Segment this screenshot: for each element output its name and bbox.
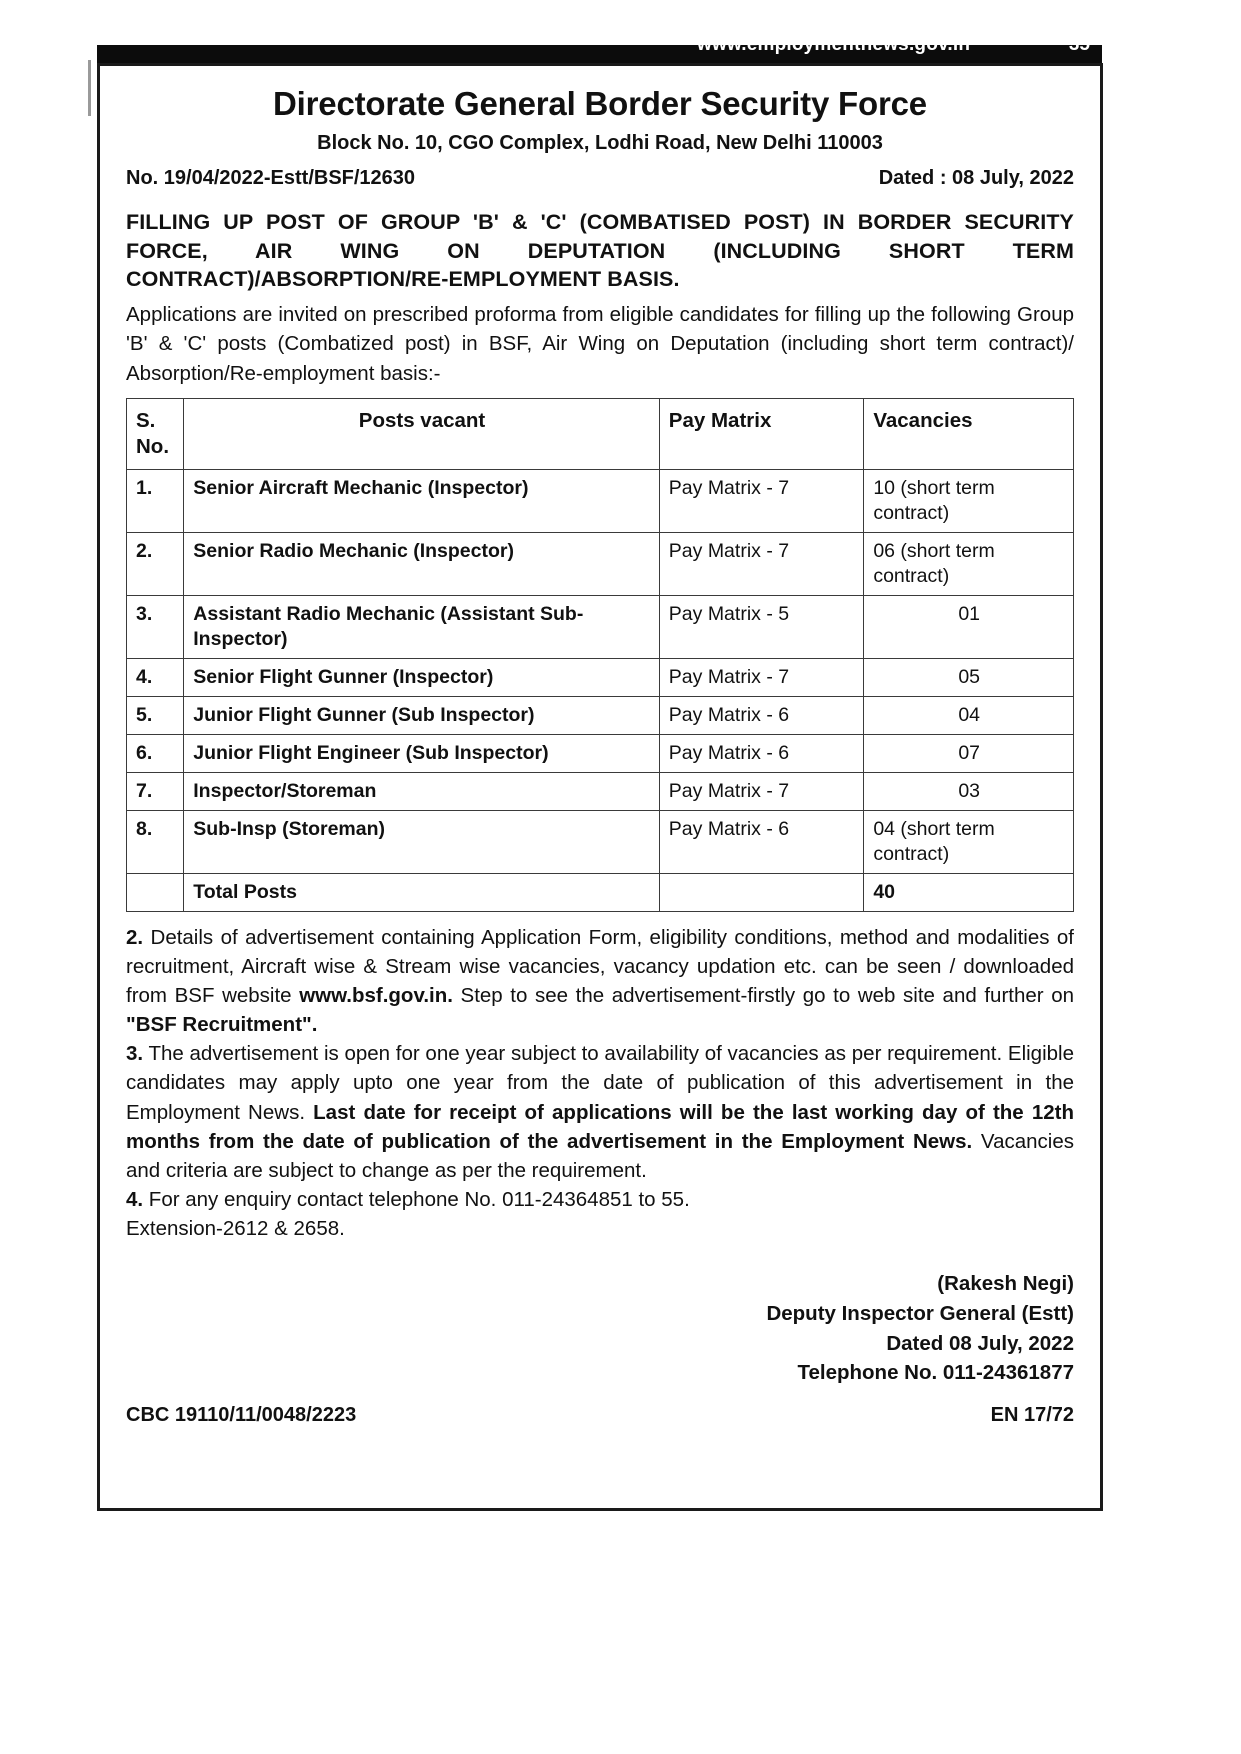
reference-number: No. 19/04/2022-Estt/BSF/12630	[126, 167, 416, 190]
cell-vacancies: 03	[864, 773, 1074, 811]
signatory-designation: Deputy Inspector General (Estt)	[766, 1301, 1074, 1325]
column-header-sno	[127, 399, 184, 470]
clause-2-text-b: Step to see the advertisement-firstly go to web site and further on	[452, 984, 1075, 1008]
vacancy-table-body	[127, 470, 1074, 911]
cell-pay-matrix: Pay Matrix - 5	[659, 596, 864, 659]
column-header-pay: Pay Matrix	[659, 399, 864, 470]
table-row	[127, 697, 1074, 735]
cell-pay-matrix: Pay Matrix - 6	[659, 811, 864, 874]
footer-row	[126, 1404, 1074, 1427]
advertisement-box	[97, 63, 1103, 1511]
cell-pay-matrix: Pay Matrix - 7	[659, 773, 864, 811]
table-header-row	[127, 399, 1074, 470]
cell-sno: 7.	[127, 773, 184, 811]
advertisement-clauses	[126, 923, 1074, 1243]
cell-total-pay	[659, 873, 864, 911]
cell-pay-matrix: Pay Matrix - 6	[659, 697, 864, 735]
organisation-title: Directorate General Border Security Force	[273, 85, 927, 122]
cell-sno: 1.	[127, 470, 184, 533]
clause-2-number: 2.	[126, 925, 144, 949]
left-margin-rule	[88, 60, 91, 116]
signature-block	[126, 1269, 1074, 1388]
cell-pay-matrix: Pay Matrix - 7	[659, 533, 864, 596]
table-row	[127, 596, 1074, 659]
running-head-strip	[97, 34, 1102, 63]
cell-vacancies: 05	[864, 659, 1074, 697]
cell-post-name: Sub-Insp (Storeman)	[184, 811, 660, 874]
reference-date: Dated : 08 July, 2022	[878, 167, 1074, 190]
clause-2-text-a: Details of advertisement containing Application Form, eligibility conditions, method and modalities of recruitment, Aircraft wise & Stream wise vacancies, vacancy updation etc. can be seen / downloaded from BSF website	[126, 925, 1074, 1008]
table-row	[127, 659, 1074, 697]
organisation-address: Block No. 10, CGO Complex, Lodhi Road, New Delhi 110003	[317, 132, 883, 155]
cell-pay-matrix: Pay Matrix - 6	[659, 735, 864, 773]
table-row	[127, 470, 1074, 533]
vacancy-table	[126, 398, 1074, 912]
cell-vacancies: 04 (short term contract)	[864, 811, 1074, 874]
cbc-number: CBC 19110/11/0048/2223	[126, 1403, 357, 1426]
table-row	[127, 811, 1074, 874]
table-row	[127, 773, 1074, 811]
reference-row	[126, 167, 1074, 190]
cell-total-sno	[127, 873, 184, 911]
column-header-sno-line1: S.	[136, 409, 156, 433]
clause-3	[126, 1039, 1074, 1185]
clause-3-last-date: Last date for receipt of applications will be the last working day of the 12th months from the date of publication of the advertisement in the Employment News.	[126, 1100, 1074, 1153]
clause-3-text-b: Vacancies and criteria are subject to change as per the requirement.	[126, 1129, 1074, 1182]
clause-2	[126, 923, 1074, 1039]
column-header-sno-line2: No.	[136, 435, 170, 459]
advertisement-headline: FILLING UP POST OF GROUP 'B' & 'C' (COMBATISED POST) IN BORDER SECURITY FORCE, AIR WING ON DEPUTATION (INCLUDING SHORT TERM CONTRACT)/ABSORPTION/RE-EMPLOYMENT BASIS.	[126, 210, 1074, 292]
clause-3-number: 3.	[126, 1042, 144, 1066]
cell-vacancies: 01	[864, 596, 1074, 659]
clause-4-text: For any enquiry contact telephone No. 011-24364851 to 55.	[143, 1187, 690, 1211]
cell-sno: 4.	[127, 659, 184, 697]
running-head-website: www.employmentnews.gov.in	[697, 34, 971, 55]
cell-post-name: Junior Flight Gunner (Sub Inspector)	[184, 697, 660, 735]
cell-pay-matrix: Pay Matrix - 7	[659, 659, 864, 697]
cell-total-label: Total Posts	[184, 873, 660, 911]
cell-post-name: Assistant Radio Mechanic (Assistant Sub-Inspector)	[184, 596, 660, 659]
clause-4-extension: Extension-2612 & 2658.	[126, 1216, 345, 1240]
cell-post-name: Senior Radio Mechanic (Inspector)	[184, 533, 660, 596]
signatory-date: Dated 08 July, 2022	[886, 1331, 1074, 1355]
cell-sno: 5.	[127, 697, 184, 735]
cell-post-name: Inspector/Storeman	[184, 773, 660, 811]
cell-vacancies: 04	[864, 697, 1074, 735]
clause-4-number: 4.	[126, 1187, 144, 1211]
cell-sno: 2.	[127, 533, 184, 596]
cell-sno: 3.	[127, 596, 184, 659]
cell-post-name: Senior Aircraft Mechanic (Inspector)	[184, 470, 660, 533]
signatory-name: (Rakesh Negi)	[937, 1272, 1074, 1296]
bsf-recruitment-label: "BSF Recruitment".	[126, 1013, 318, 1037]
cell-total-value: 40	[864, 873, 1074, 911]
cell-post-name: Senior Flight Gunner (Inspector)	[184, 659, 660, 697]
signatory-telephone: Telephone No. 011-24361877	[797, 1361, 1074, 1385]
clause-3-text-a: The advertisement is open for one year subject to availability of vacancies as per requirement. Eligible candidates may apply upto one year from the date of publication of this advertisement in the Employment News.	[126, 1042, 1074, 1124]
cell-vacancies: 10 (short term contract)	[864, 470, 1074, 533]
cell-post-name: Junior Flight Engineer (Sub Inspector)	[184, 735, 660, 773]
table-total-row	[127, 873, 1074, 911]
cell-sno: 6.	[127, 735, 184, 773]
cell-vacancies: 06 (short term contract)	[864, 533, 1074, 596]
table-row	[127, 533, 1074, 596]
running-head-page-number: 35	[1068, 34, 1090, 55]
cell-pay-matrix: Pay Matrix - 7	[659, 470, 864, 533]
column-header-posts: Posts vacant	[184, 399, 660, 470]
bsf-website: www.bsf.gov.in.	[299, 984, 453, 1008]
table-row	[127, 735, 1074, 773]
advertisement-content	[100, 66, 1100, 1508]
column-header-vacancies: Vacancies	[864, 399, 1074, 470]
cell-sno: 8.	[127, 811, 184, 874]
cell-vacancies: 07	[864, 735, 1074, 773]
advertisement-intro: Applications are invited on prescribed proforma from eligible candidates for filling up the following Group 'B' & 'C' posts (Combatized post) in BSF, Air Wing on Deputation (including short term contract)/ Absorption/Re-employment basis:-	[126, 303, 1074, 385]
en-number: EN 17/72	[990, 1403, 1074, 1426]
clause-4	[126, 1185, 1074, 1214]
